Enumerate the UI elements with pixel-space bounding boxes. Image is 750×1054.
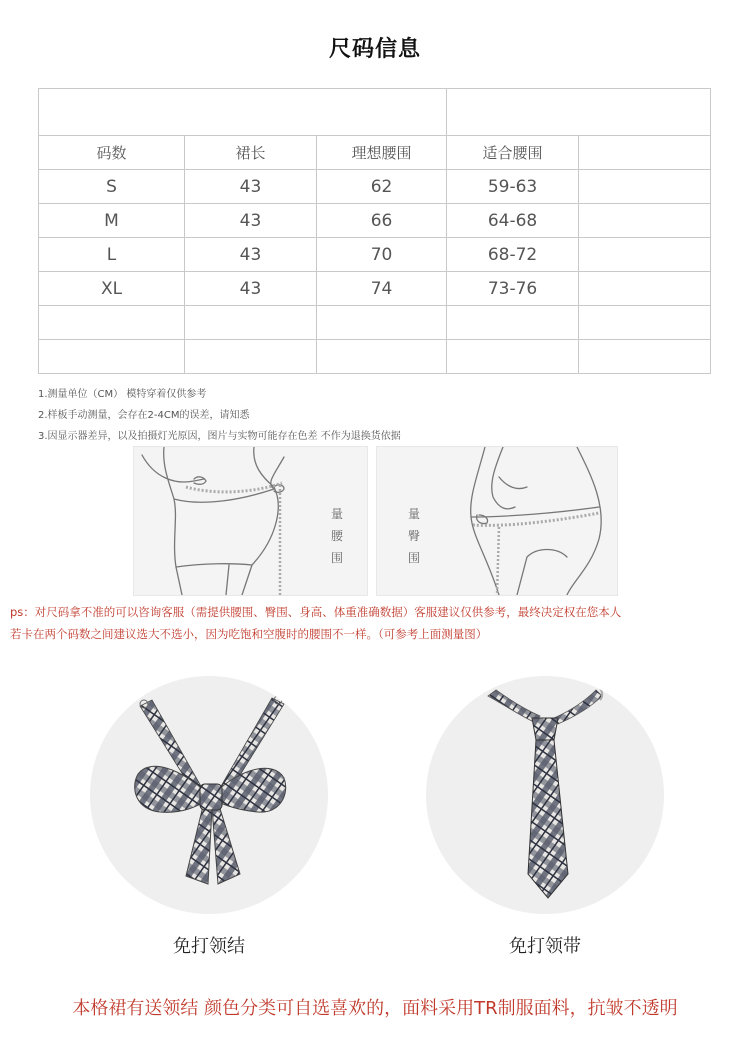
table-cell: 68-72 [447,238,579,272]
table-cell [39,306,185,340]
table-cell: 74 [317,272,447,306]
table-cell: 66 [317,204,447,238]
note-line: 3.因显示器差异，以及拍摄灯光原因，图片与实物可能存在色差 不作为退换货依据 [38,431,401,442]
table-cell: 59-63 [447,170,579,204]
table-header-row [39,136,711,170]
table-row [39,272,711,306]
table-blank-top-row [39,89,711,136]
ps-line: ps：对尺码拿不准的可以咨询客服（需提供腰围、臀围、身高、体重准确数据）客服建议仅供参考，最终决定权在您本人 [10,605,622,619]
necktie-photo [426,676,664,914]
table-cell [579,170,711,204]
table-row [39,170,711,204]
table-cell [579,272,711,306]
table-cell: 64-68 [447,204,579,238]
table-cell: 43 [185,238,317,272]
table-cell: 73-76 [447,272,579,306]
table-cell [317,306,447,340]
table-row [39,204,711,238]
bow-tie-icon [90,676,328,914]
size-table [38,88,711,374]
table-cell [579,340,711,374]
table-cell [185,306,317,340]
table-cell [317,340,447,374]
gift-notice: 本格裙有送领结 颜色分类可自选喜欢的，面料采用TR制服面料，抗皱不透明 [72,998,678,1019]
bow-tie-caption: 免打领结 [173,936,245,957]
table-row [39,238,711,272]
note-line: 1.测量单位（CM） 模特穿着仅供参考 [38,389,207,400]
bow-tie-photo [90,676,328,914]
table-cell [447,89,711,136]
table-cell [447,340,579,374]
table-cell: M [39,204,185,238]
table-header [579,136,711,170]
note-line: 2.样板手动测量，会存在2-4CM的误差，请知悉 [38,410,250,421]
table-cell [579,238,711,272]
ps-advice [10,601,745,645]
table-cell [579,306,711,340]
table-cell: 43 [185,272,317,306]
table-header: 适合腰围 [447,136,579,170]
table-cell: 43 [185,204,317,238]
table-header: 裙长 [185,136,317,170]
table-cell: L [39,238,185,272]
necktie-caption: 免打领带 [509,936,581,957]
table-header: 码数 [39,136,185,170]
table-cell [39,89,447,136]
ps-line: 若卡在两个码数之间建议选大不选小，因为吃饱和空腹时的腰围不一样。（可参考上面测量图） [10,627,488,641]
table-row [39,306,711,340]
table-cell: 43 [185,170,317,204]
table-header: 理想腰围 [317,136,447,170]
measure-hip-label: 量臀围 [407,507,420,565]
measure-waist-label: 量腰围 [330,507,343,565]
table-cell [579,204,711,238]
table-cell: 62 [317,170,447,204]
waist-measure-figure [133,446,368,596]
table-cell: 70 [317,238,447,272]
table-cell [39,340,185,374]
table-cell [185,340,317,374]
necktie-icon [426,676,664,914]
hip-measure-figure [376,446,618,596]
table-cell [447,306,579,340]
table-row [39,340,711,374]
measurement-notes [38,384,401,447]
page-title: 尺码信息 [328,37,421,62]
table-cell: S [39,170,185,204]
table-cell: XL [39,272,185,306]
